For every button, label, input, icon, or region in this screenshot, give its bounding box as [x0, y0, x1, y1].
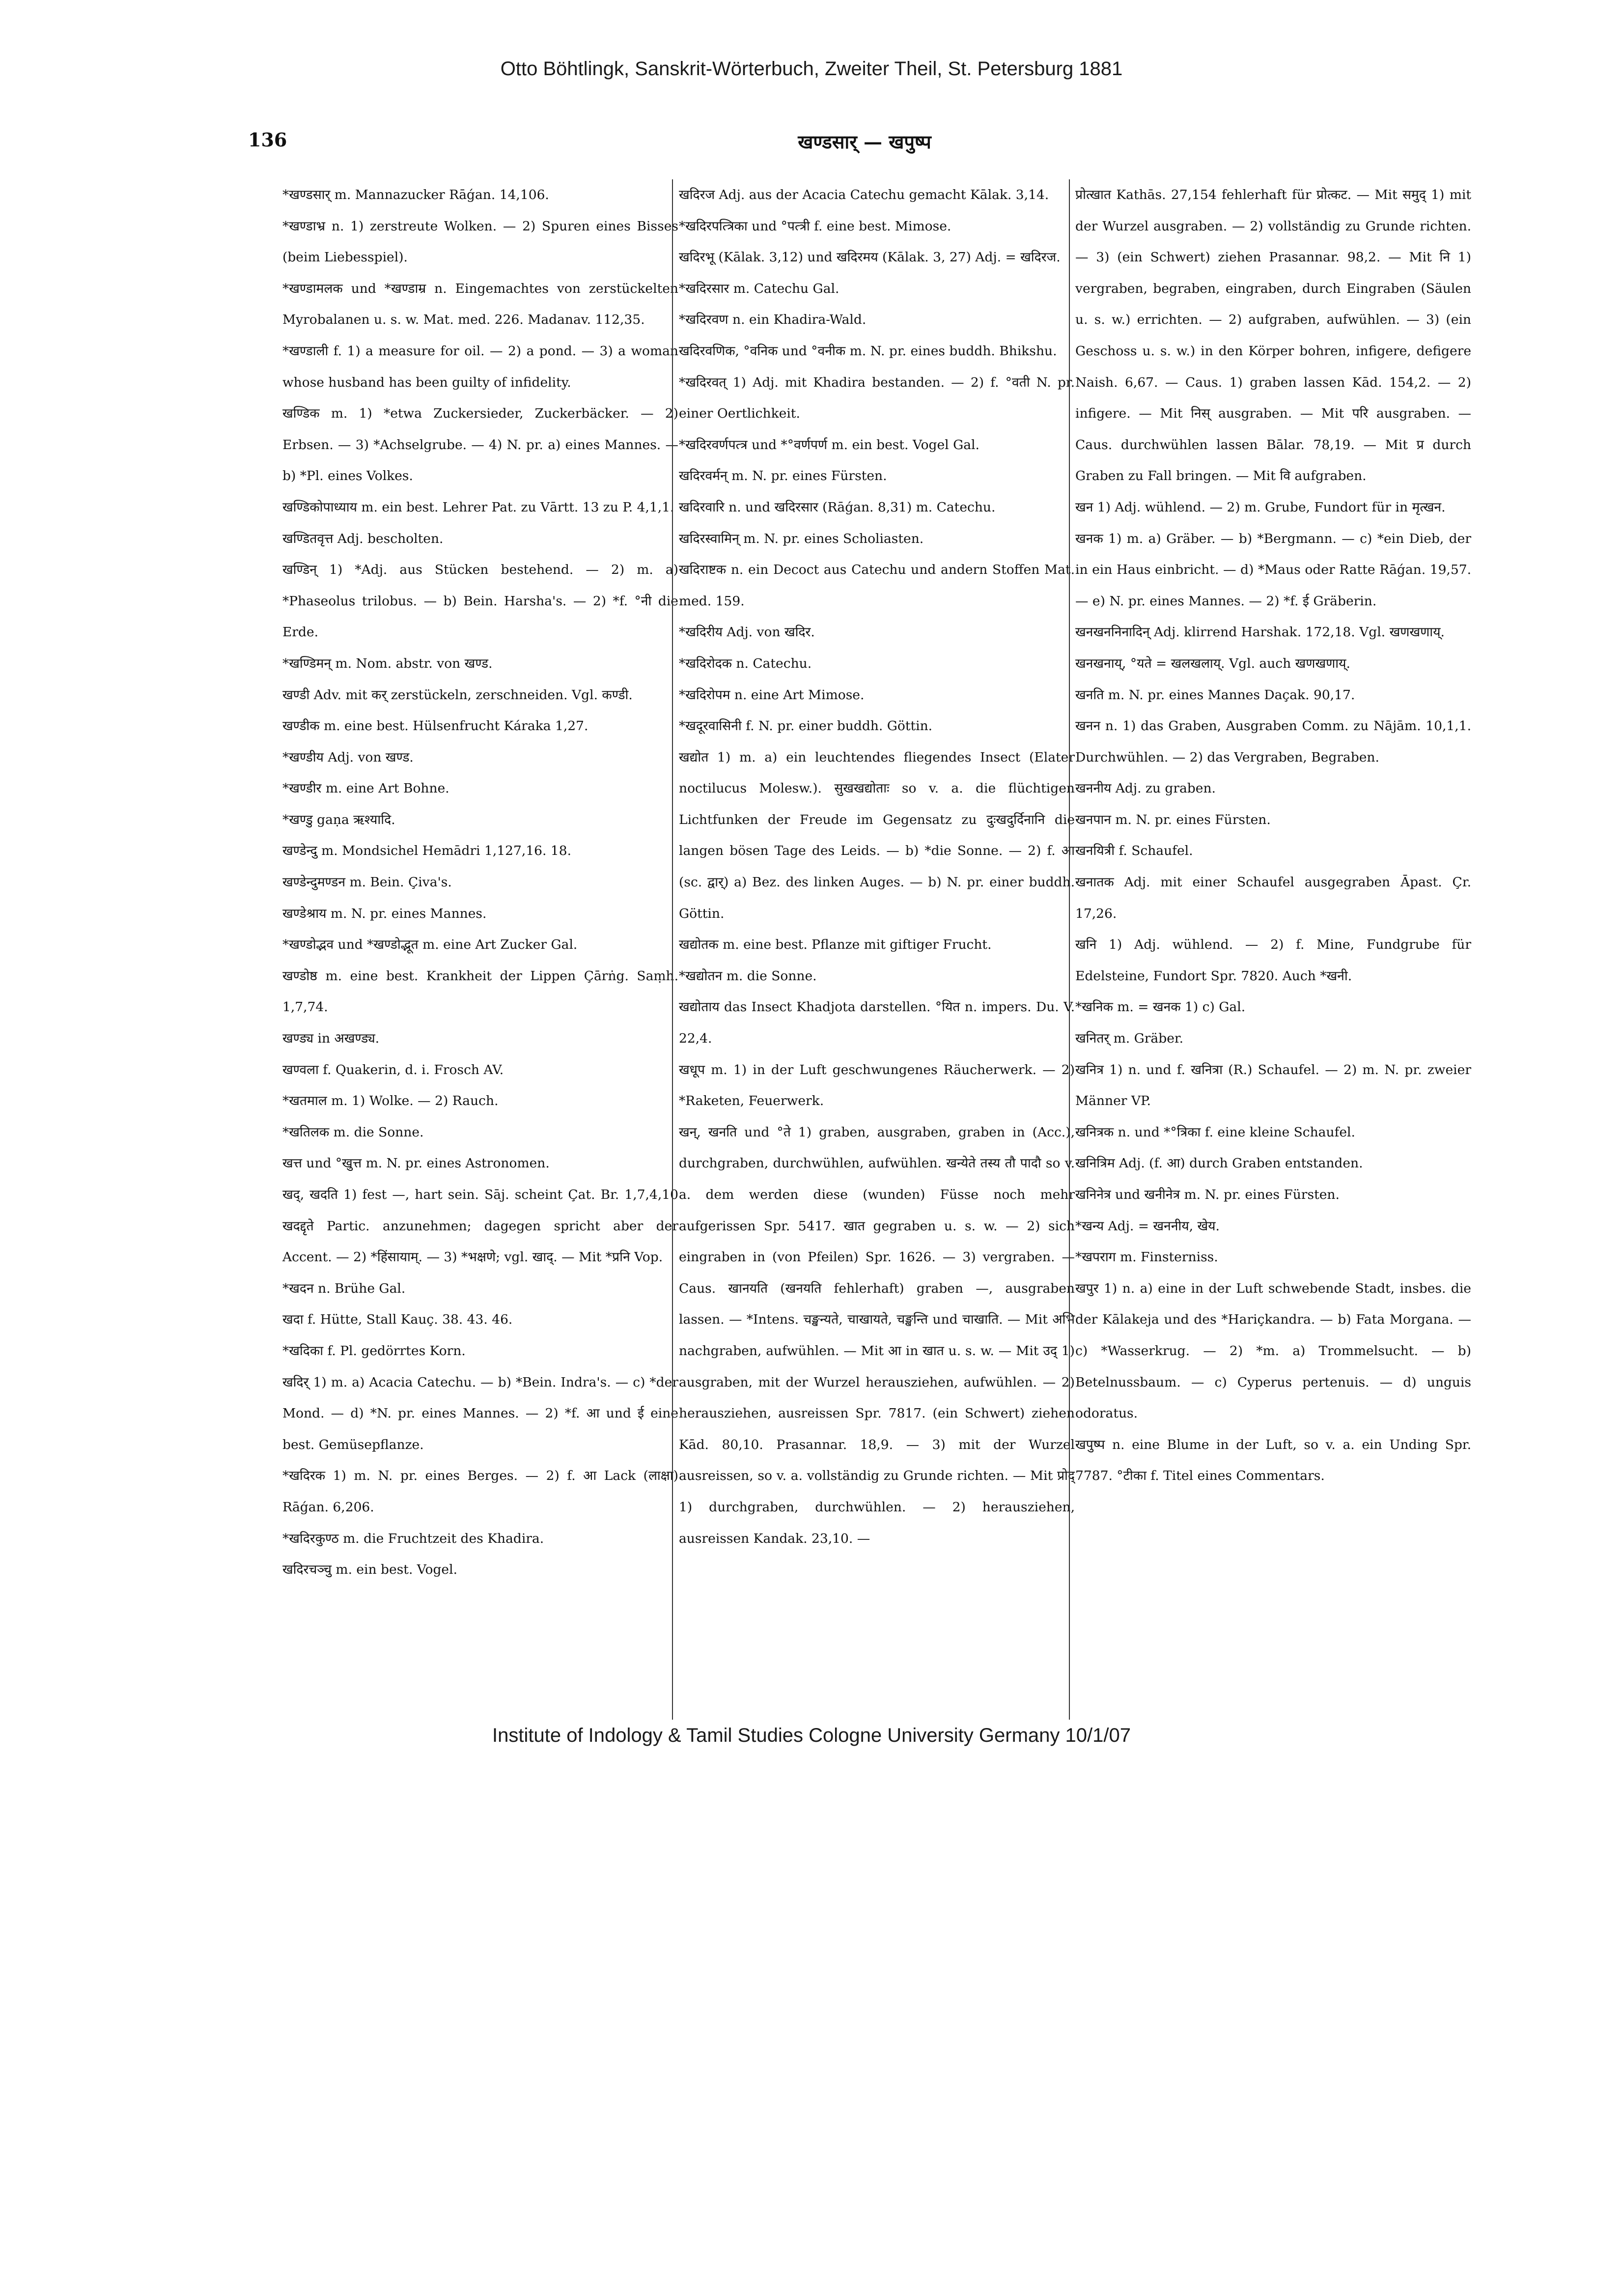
dictionary-entry: खनति m. N. pr. eines Mannes Daçak. 90,17. — [1075, 687, 1355, 703]
dictionary-entry: खदा f. Hütte, Stall Kauç. 38. 43. 46. — [282, 1312, 513, 1328]
dictionary-entry: खण्डिक m. 1) *etwa Zuckersieder, Zuckerbäcker. — 2) Erbsen. — 3) *Achselgrube. — 4) N. pr. a) eines Mannes. — b) *Pl. eines Volkes. — [282, 406, 678, 484]
dictionary-entry: खदिरचञ्चु m. ein best. Vogel. — [282, 1562, 458, 1578]
dictionary-entry: खण्डोष्ठ m. eine best. Krankheit der Lippen Çārṅg. Saṃh. 1,7,74. — [282, 968, 678, 1015]
dictionary-entry: *खदिका f. Pl. gedörrtes Korn. — [282, 1343, 466, 1359]
dictionary-entry: प्रोत्खात Kathās. 27,154 fehlerhaft für प्रोत्कट. — Mit समुद् 1) mit der Wurzel ausgraben. — 2) vollständig zu Grunde richten. — 3) (ein Schwert) ziehen Prasannar. 98,2. — Mit नि 1) vergraben, begraben, eingraben, durch Eingraben (Säulen u. s. w.) errichten. — 2) aufgraben, aufwühlen. — 3) (ein Geschoss u. s. w.) in den Körper bohren, infigere, defigere Naish. 6,67. — Caus. 1) graben lassen Kād. 154,2. — 2) infigere. — Mit निस् ausgraben. — Mit परि ausgraben. — Caus. durchwühlen lassen Bālar. 78,19. — Mit प्र durch Graben zu Fall bringen. — Mit वि aufgraben. — [1075, 187, 1471, 484]
dictionary-entry: *खदिरवत् 1) Adj. mit Khadira bestanden. — 2) f. °वती N. pr. einer Oertlichkeit. — [679, 374, 1075, 422]
dictionary-entry: *खण्डु gaṇa ऋश्यादि. — [282, 812, 395, 827]
page-footer: Institute of Indology & Tamil Studies Cologne University Germany 10/1/07 — [492, 1725, 1131, 1746]
column-divider — [1069, 179, 1070, 1720]
dictionary-entry: खन 1) Adj. wühlend. — 2) m. Grube, Fundort für in मृत्खन. — [1075, 499, 1446, 515]
dictionary-entry: खदिरज Adj. aus der Acacia Catechu gemacht Kālak. 3,14. — [679, 187, 1049, 202]
dictionary-entry: *खदिरीय Adj. von खदिर. — [679, 624, 815, 640]
dictionary-entry: खनखननिनादिन् Adj. klirrend Harshak. 172,18. Vgl. खणखणाय्. — [1075, 624, 1445, 640]
dictionary-entry: *खण्डाभ्र n. 1) zerstreute Wolken. — 2) Spuren eines Bisses (beim Liebesspiel). — [282, 218, 678, 265]
dictionary-entry: खनित्रक n. und *°त्रिका f. eine kleine Schaufel. — [1075, 1124, 1355, 1140]
dictionary-entry: *खण्डामलक und *खण्डाम्र n. Eingemachtes von zerstückelten Myrobalanen u. s. w. Mat. med. 226. Madanav. 112,35. — [282, 281, 678, 328]
dictionary-column-2 — [679, 179, 1075, 1554]
dictionary-entry: खण्डेश्राय m. N. pr. eines Mannes. — [282, 906, 487, 921]
dictionary-entry: *खन्य Adj. = खननीय, खेय. — [1075, 1218, 1220, 1234]
dictionary-entry: खदिरवारि n. und खदिरसार (Rāǵan. 8,31) m. Catechu. — [679, 499, 996, 515]
dictionary-entry: खनितर् m. Gräber. — [1075, 1031, 1184, 1047]
dictionary-entry: *खतमाल m. 1) Wolke. — 2) Rauch. — [282, 1093, 499, 1109]
dictionary-entry: *खण्डोद्भव und *खण्डोद्भूत m. eine Art Zucker Gal. — [282, 937, 578, 953]
dictionary-entry: खनित्र 1) n. und f. खनित्रा (R.) Schaufel. — 2) m. N. pr. zweier Männer VP. — [1075, 1062, 1471, 1109]
dictionary-entry: *खदिरोपम n. eine Art Mimose. — [679, 687, 865, 703]
dictionary-entry: *खदिरोदक n. Catechu. — [679, 655, 812, 671]
dictionary-entry: खनित्रिम Adj. (f. आ) durch Graben entstanden. — [1075, 1156, 1363, 1171]
dictionary-entry: खनातक Adj. mit einer Schaufel ausgegraben Āpast. Çr. 17,26. — [1075, 875, 1471, 921]
dictionary-entry: खण्डिन् 1) *Adj. aus Stücken bestehend. — 2) m. a) *Phaseolus trilobus. — b) Bein. Harsha's. — 2) *f. °नी die Erde. — [282, 562, 678, 640]
dictionary-entry: खण्वला f. Quakerin, d. i. Frosch AV. — [282, 1062, 504, 1077]
dictionary-entry: *खदिरवर्णपत्त्र und *°वर्णपर्ण m. ein best. Vogel Gal. — [679, 437, 979, 453]
dictionary-entry: *खदिरकुण्ठ m. die Fruchtzeit des Khadira. — [282, 1531, 544, 1546]
dictionary-entry: *खदिरपत्त्रिका und °पत्त्री f. eine best. Mimose. — [679, 218, 951, 234]
dictionary-entry: खनखनाय्, °यते = खलखलाय्. Vgl. auch खणखणाय्. — [1075, 655, 1350, 671]
dictionary-entry: खण्डी Adv. mit कर् zerstückeln, zerschneiden. Vgl. कण्डी. — [282, 687, 633, 703]
dictionary-entry: खण्डिकोपाध्याय m. ein best. Lehrer Pat. zu Vārtt. 13 zu P. 4,1,1. — [282, 499, 674, 515]
dictionary-entry: *खण्डीय Adj. von खण्ड. — [282, 749, 414, 765]
dictionary-entry: खण्डितवृत्त Adj. bescholten. — [282, 531, 444, 546]
dictionary-entry: खण्डेन्दु m. Mondsichel Hemādri 1,127,16. 18. — [282, 843, 572, 859]
dictionary-entry: खपुर 1) n. a) eine in der Luft schwebende Stadt, insbes. die der Kālakeja und des *Hariçkandra. — b) Fata Morgana. — c) *Wasserkrug. — 2) *m. a) Trommelsucht. — b) Betelnussbaum. — c) Cyperus pertenuis. — d) unguis odoratus. — [1075, 1280, 1471, 1421]
dictionary-entry: खनिनेत्र und खनीनेत्र m. N. pr. eines Fürsten. — [1075, 1187, 1340, 1202]
column-divider — [672, 179, 673, 1720]
dictionary-entry: खण्डेन्दुमण्डन m. Bein. Çiva's. — [282, 875, 452, 890]
dictionary-entry: *खदिरसार m. Catechu Gal. — [679, 281, 839, 296]
dictionary-column-1 — [282, 179, 678, 1586]
dictionary-entry: खण्डीक m. eine best. Hülsenfrucht Káraka 1,27. — [282, 718, 588, 734]
dictionary-entry: खन्, खनति und °ते 1) graben, ausgraben, graben in (Acc.), durchgraben, durchwühlen, aufwühlen. खन्येते तस्य तौ पादौ so v. a. dem werden diese (wunden) Füsse noch mehr aufgerissen Spr. 5417. खात gegraben u. s. w. — 2) sich eingraben in (von Pfeilen) Spr. 1626. — 3) vergraben. — Caus. खानयति (खनयति fehlerhaft) graben —, ausgraben lassen. — *Intens. चङ्खन्यते, चाखायते, चङ्खन्ति und चाखाति. — Mit अभि nachgraben, aufwühlen. — Mit आ in खात u. s. w. — Mit उद् 1) ausgraben, mit der Wurzel herausziehen, aufwühlen. — 2) herausziehen, ausreissen Spr. 7817. (ein Schwert) ziehen Kād. 80,10. Prasannar. 18,9. — 3) mit der Wurzel ausreissen, so v. a. vollständig zu Grunde richten. — Mit प्रोद् 1) durchgraben, durchwühlen. — 2) herausziehen, ausreissen Kandak. 23,10. — — [679, 1124, 1075, 1546]
dictionary-entry: खदिरभू (Kālak. 3,12) und खदिरमय (Kālak. 3, 27) Adj. = खदिरज. — [679, 250, 1061, 265]
dictionary-entry: खनपान m. N. pr. eines Fürsten. — [1075, 812, 1271, 827]
dictionary-entry: खदिरवर्मन् m. N. pr. eines Fürsten. — [679, 468, 887, 484]
dictionary-entry: खपुष्प n. eine Blume in der Luft, so v. a. ein Unding Spr. 7787. °टीका f. Titel eines Commentars. — [1075, 1437, 1471, 1484]
dictionary-entry: खत्त und °खुत्त m. N. pr. eines Astronomen. — [282, 1156, 550, 1171]
dictionary-entry: *खण्डिमन् m. Nom. abstr. von खण्ड. — [282, 655, 493, 671]
running-head: खण्डसार् — खपुष्प — [798, 131, 931, 153]
dictionary-entry: *खद्योतन m. die Sonne. — [679, 968, 817, 984]
dictionary-entry: *खनिक m. = खनक 1) c) Gal. — [1075, 999, 1246, 1015]
dictionary-entry: खद्योतक m. eine best. Pflanze mit giftiger Frucht. — [679, 937, 992, 953]
dictionary-entry: खद्योत 1) m. a) ein leuchtendes fliegendes Insect (Elater noctilucus Molesw.). सुखखद्योताः so v. a. die flüchtigen Lichtfunken der Freude im Gegensatz zu दुःखदुर्दिनानि die langen bösen Tage des Leids. — b) *die Sonne. — 2) f. आ (sc. द्वार्) a) Bez. des linken Auges. — b) N. pr. einer buddh. Göttin. — [679, 749, 1075, 921]
page-number: 136 — [248, 129, 287, 151]
dictionary-entry: खदिरवणिक, °वनिक und °वनीक m. N. pr. eines buddh. Bhikshu. — [679, 343, 1057, 359]
dictionary-column-3 — [1075, 179, 1471, 1492]
dictionary-entry: *खण्डाली f. 1) a measure for oil. — 2) a pond. — 3) a woman whose husband has been guilty of infidelity. — [282, 343, 678, 390]
dictionary-entry: *खदन n. Brühe Gal. — [282, 1280, 406, 1296]
dictionary-entry: खनन n. 1) das Graben, Ausgraben Comm. zu Nājām. 10,1,1. Durchwühlen. — 2) das Vergraben, Begraben. — [1075, 718, 1471, 765]
dictionary-entry: *खपराग m. Finsterniss. — [1075, 1249, 1218, 1265]
dictionary-entry: खदिराष्टक n. ein Decoct aus Catechu und andern Stoffen Mat. med. 159. — [679, 562, 1075, 609]
dictionary-entry: *खण्डसार् m. Mannazucker Rāǵan. 14,106. — [282, 187, 549, 202]
dictionary-entry: खण्ड्य in अखण्ड्य. — [282, 1031, 380, 1047]
dictionary-entry: खदिर् 1) m. a) Acacia Catechu. — b) *Bein. Indra's. — c) *der Mond. — d) *N. pr. eines Mannes. — 2) *f. आ und ई eine best. Gemüsepflanze. — [282, 1374, 678, 1452]
dictionary-entry: *खण्डीर m. eine Art Bohne. — [282, 781, 449, 796]
dictionary-entry: खनक 1) m. a) Gräber. — b) *Bergmann. — c) *ein Dieb, der in ein Haus einbricht. — d) *Maus oder Ratte Rāǵan. 19,57. — e) N. pr. eines Mannes. — 2) *f. ई Gräberin. — [1075, 531, 1471, 609]
dictionary-entry: खनि 1) Adj. wühlend. — 2) f. Mine, Fundgrube für Edelsteine, Fundort Spr. 7820. Auch *खनी. — [1075, 937, 1471, 984]
dictionary-entry: *खतिलक m. die Sonne. — [282, 1124, 424, 1140]
dictionary-entry: खद्योताय das Insect Khadjota darstellen. °यित n. impers. Du. V. 22,4. — [679, 999, 1075, 1047]
dictionary-entry: खधूप m. 1) in der Luft geschwungenes Räucherwerk. — 2) *Raketen, Feuerwerk. — [679, 1062, 1075, 1109]
dictionary-entry: खनयित्री f. Schaufel. — [1075, 843, 1193, 859]
dictionary-entry: खननीय Adj. zu graben. — [1075, 781, 1216, 796]
dictionary-entry: *खदिरक 1) m. N. pr. eines Berges. — 2) f. आ Lack (लाक्षा) Rāǵan. 6,206. — [282, 1468, 678, 1515]
page-header: Otto Böhtlingk, Sanskrit-Wörterbuch, Zweiter Theil, St. Petersburg 1881 — [500, 58, 1123, 80]
dictionary-entry: *खदूरवासिनी f. N. pr. einer buddh. Göttin. — [679, 718, 933, 734]
dictionary-entry: खदिरस्वामिन् m. N. pr. eines Scholiasten. — [679, 531, 924, 546]
dictionary-entry: *खदिरवण n. ein Khadira-Wald. — [679, 312, 867, 328]
dictionary-entry: खद्, खदति 1) fest —, hart sein. Sāj. scheint Çat. Br. 1,7,4,10 खदद्दृते Partic. anzunehmen; dagegen spricht aber der Accent. — 2) *हिंसायाम्. — 3) *भक्षणे; vgl. खाद्. — Mit *प्रनि Vop. — [282, 1187, 678, 1265]
